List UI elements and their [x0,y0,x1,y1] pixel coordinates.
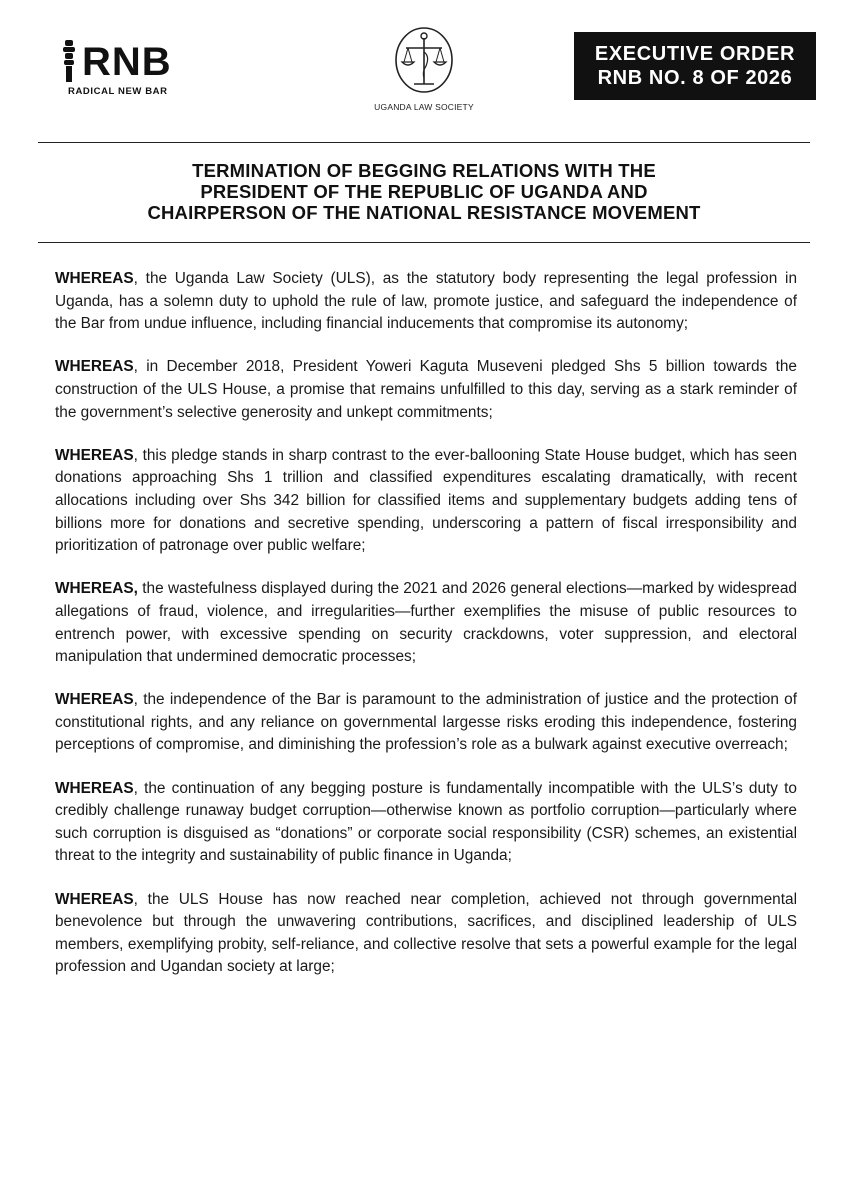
uls-seal [364,22,484,122]
uls-caption: UGANDA LAW SOCIETY [374,102,474,112]
clause-keyword: WHEREAS [55,358,134,376]
rnb-logo-text: RNB [82,40,172,84]
clause-keyword: WHEREAS [55,691,134,709]
whereas-clause-3 [55,445,797,558]
top-divider [38,142,810,143]
title-divider [38,242,810,243]
clause-text: , the independence of the Bar is paramount to the administration of justice and the protection of constitutional rights, and any reliance on governmental largesse risks eroding this independence, fostering perceptions of compromise, and diminishing the profession’s role as a bulwark against executive overreach; [55,691,797,754]
clause-text: , the ULS House has now reached near completion, achieved not through governmental benevolence but through the unwavering contributions, sacrifices, and disciplined leadership of ULS members, exemplifying probity, self-reliance, and collective resolve that sets a powerful example for the legal profession and Ugandan society at large; [55,890,797,976]
title-line-2: PRESIDENT OF THE REPUBLIC OF UGANDA AND [200,181,648,202]
document-body [55,268,797,1000]
rnb-logo [60,36,190,106]
whereas-clause-7 [55,889,797,979]
document-header [0,0,849,140]
clause-keyword: WHEREAS [55,270,134,287]
clause-keyword: WHEREAS [55,890,134,908]
clause-text: , the continuation of any begging posture is fundamentally incompatible with the ULS’s duty to credibly challenge runaway budget corruption—otherwise known as portfolio corruption—particularly where such corruption is disguised as “donations” or corporate social responsibility (CSR) schemes, an existential threat to the integrity and sustainability of public finance in Uganda; [55,779,797,865]
clause-text: , this pledge stands in sharp contrast to the ever-ballooning State House budget, which has seen donations approaching Shs 1 trillion and classified expenditures escalating dramatically, with recent allocations including over Shs 342 billion for classified items and supplementary budgets adding tens of billions more for donations and secretive spending, underscoring a pattern of fiscal irresponsibility and prioritization of patronage over public welfare; [55,446,797,555]
executive-order-badge [574,32,816,100]
clause-text: , the Uganda Law Society (ULS), as the statutory body representing the legal profession in Uganda, has a solemn duty to uphold the rule of law, promote justice, and safeguard the independence of the Bar from undue influence, including financial inducements that compromise its autonomy; [55,270,797,333]
whereas-clause-5 [55,689,797,757]
clause-keyword: WHEREAS [55,779,134,797]
title-line-3: CHAIRPERSON OF THE NATIONAL RESISTANCE MOVEMENT [147,202,701,223]
clause-text: the wastefulness displayed during the 2021 and 2026 general elections—marked by widespread allegations of fraud, violence, and irregularities—further exemplifies the misuse of public resources to entrench power, with excessive spending on security crackdowns, voter suppression, and electoral manipulation that undermined democratic processes; [55,580,797,666]
bar-mace-icon [60,40,78,82]
whereas-clause-6 [55,778,797,868]
scales-of-justice-icon [364,22,484,102]
document-title [38,160,810,223]
clause-keyword: WHEREAS, [55,580,138,598]
clause-text: , in December 2018, President Yoweri Kaguta Museveni pledged Shs 5 billion towards the construction of the ULS House, a promise that remains unfulfilled to this day, serving as a stark reminder of the government’s selective generosity and unkept commitments; [55,358,797,421]
rnb-subtitle: RADICAL NEW BAR [68,86,168,97]
whereas-clause-2 [55,356,797,424]
clause-keyword: WHEREAS [55,446,134,464]
order-title: EXECUTIVE ORDER [594,43,796,65]
title-line-1: TERMINATION OF BEGGING RELATIONS WITH THE [192,160,656,181]
order-number: RNB NO. 8 OF 2026 [597,67,793,89]
whereas-clause-4 [55,578,797,668]
whereas-clause-1 [55,268,797,336]
